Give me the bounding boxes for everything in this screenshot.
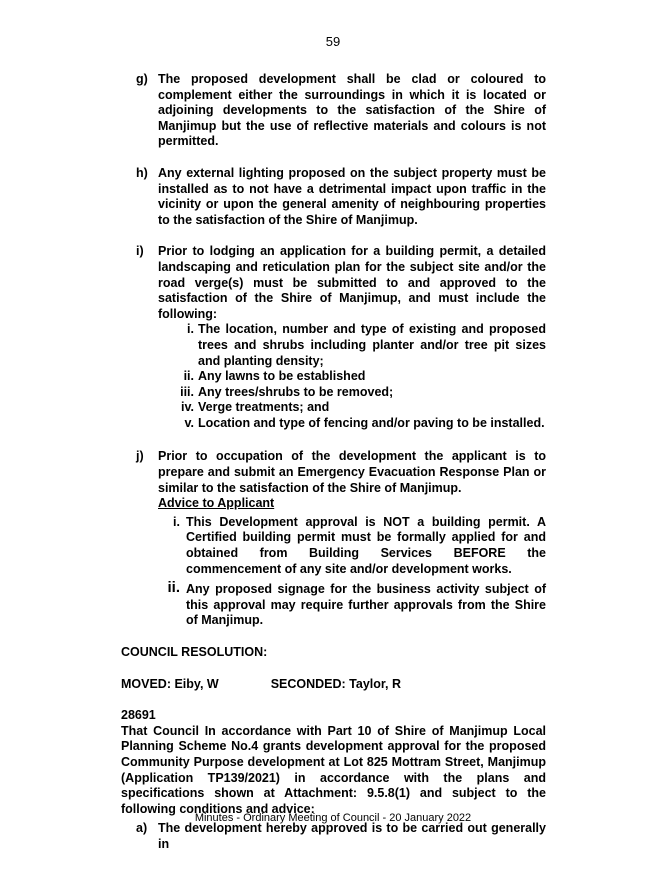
landscaping-list [158, 322, 546, 431]
list-marker: i. [173, 514, 180, 529]
page-number: 59 [325, 34, 341, 49]
list-item [181, 400, 546, 416]
list-text: Any proposed signage for the business activity subject of this approval may require further approvals from the Shire of Manjimup. [186, 582, 546, 628]
list-text: Verge treatments; and [198, 400, 330, 415]
list-text: Any lawns to be established [198, 369, 366, 384]
resolution-heading: COUNCIL RESOLUTION: [121, 645, 268, 659]
condition-g [136, 72, 546, 150]
list-marker: iv. [181, 400, 194, 415]
condition-marker: a) [136, 821, 148, 836]
mover-seconder [121, 677, 546, 693]
condition-marker: i) [136, 244, 144, 259]
condition-h [136, 165, 546, 228]
condition-text: Prior to occupation of the development the applicant is to prepare and submit an Emergency Evacuation Response Plan or similar to the satisfaction of the Shire of Manjimup. [158, 449, 546, 495]
page-footer: Minutes - Ordinary Meeting of Council - 20 January 2022 [194, 812, 472, 824]
advice-heading: Advice to Applicant [158, 496, 275, 511]
moved-by: MOVED: Eiby, W [121, 676, 219, 691]
condition-j [136, 449, 546, 629]
list-item [180, 384, 546, 401]
list-marker: ii. [183, 369, 194, 384]
list-marker: i. [187, 322, 194, 337]
list-text: The location, number and type of existing and proposed trees and shrubs including planter and/or tree pit sizes and planting density; [198, 322, 546, 368]
resolution-text: That Council In accordance with Part 10 of Shire of Manjimup Local Planning Scheme No.4 grants development approval for the proposed Community Purpose development at Lot 825 Mottram Street, Manjimup (Application TP139/2021) in accordance with the plans and specifications shown at Attachment: 9.5.8(1) and subject to the following conditions and advice: [121, 723, 546, 816]
condition-marker: h) [136, 165, 148, 180]
condition-text: The development hereby approved is to be carried out generally in [158, 821, 546, 851]
condition-text: Prior to lodging an application for a building permit, a detailed landscaping and reticulation plan for the subject site and/or the road verge(s) must be submitted to and approved to the satisfaction of the Shire of Manjimup, and must include the following: [158, 244, 546, 321]
list-text: This Development approval is NOT a building permit. A Certified building permit must be formally applied for and obtained from Building Services BEFORE the commencement of any site and/or development works. [186, 514, 546, 576]
resolution-number: 28691 [121, 708, 156, 723]
condition-text: Any external lighting proposed on the subject property must be installed as to not have a detrimental impact upon traffic in the vicinity or upon the general amenity of neighbouring properties to the satisfaction of the Shire of Manjimup. [158, 165, 546, 227]
list-marker: iii. [180, 384, 194, 399]
list-marker: v. [184, 415, 194, 430]
document-body [0, 72, 666, 869]
list-marker: ii. [167, 579, 180, 597]
seconded-by: SECONDED: Taylor, R [270, 676, 402, 691]
list-item [184, 415, 546, 432]
condition-text: The proposed development shall be clad or coloured to complement either the surroundings in which it is located or adjoining developments to the satisfaction of the Shire of Manjimup but the use of reflective materials and colours is not permitted. [158, 72, 546, 149]
list-item [187, 322, 546, 369]
resolution-condition-a [136, 821, 546, 852]
condition-i [136, 244, 546, 431]
list-text: Location and type of fencing and/or paving to be installed. [198, 415, 545, 430]
condition-marker: j) [136, 449, 144, 464]
condition-marker: g) [136, 72, 148, 86]
list-item [183, 369, 546, 385]
list-item [173, 514, 546, 577]
advice-list [158, 515, 546, 629]
list-item [167, 579, 546, 629]
list-text: Any trees/shrubs to be removed; [198, 384, 394, 399]
